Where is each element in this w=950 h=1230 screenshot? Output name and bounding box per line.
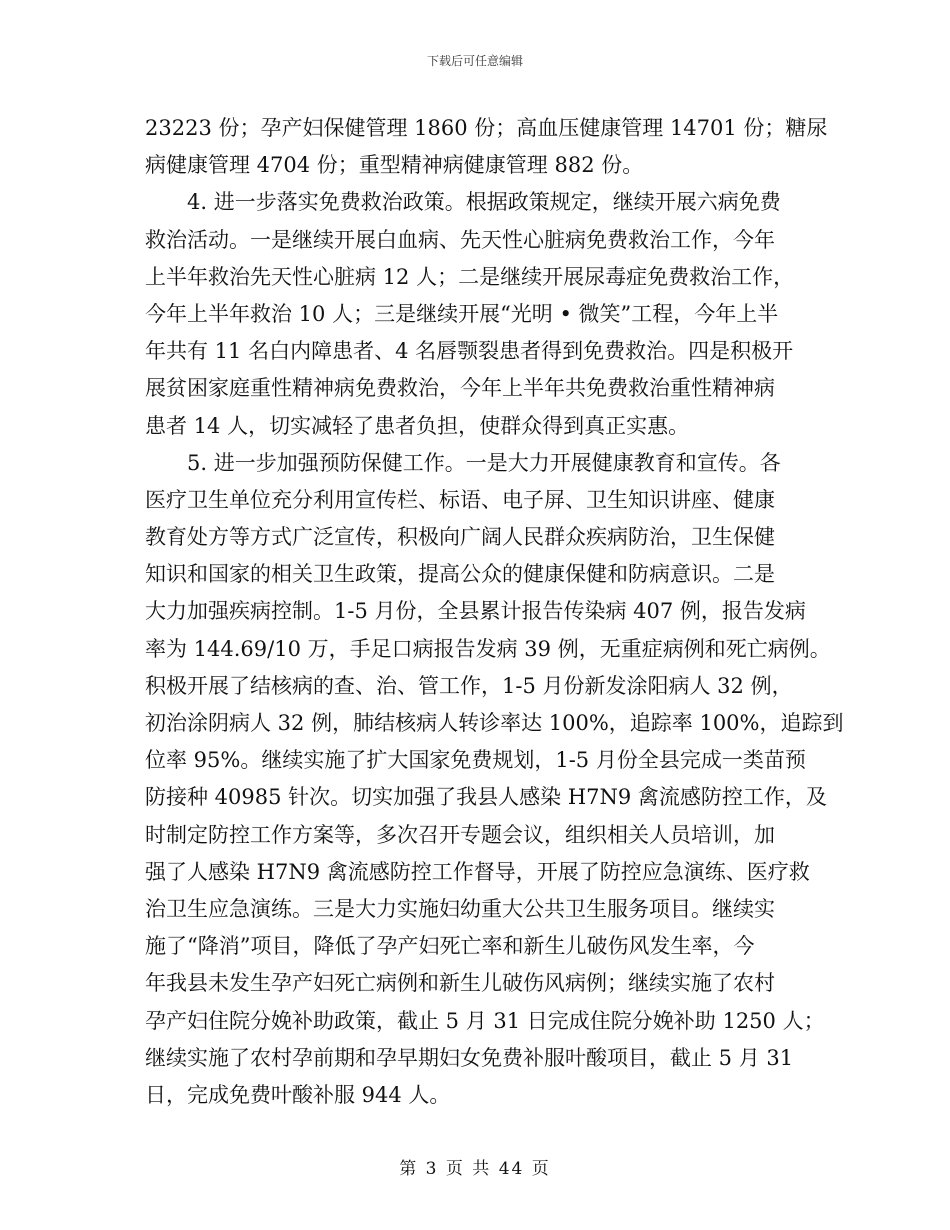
text-line: 患者 14 人，切实减轻了患者负担，使群众得到真正实惠。: [145, 413, 690, 438]
text-line: 时制定防控工作方案等，多次召开专题会议，组织相关人员培训，加: [145, 822, 775, 847]
page-footer: 第 3 页 共 44 页: [399, 1159, 551, 1179]
text-line: 孕产妇住院分娩补助政策，截止 5 月 31 日完成住院分娩补助 1250 人；: [145, 1008, 825, 1033]
document-body: [145, 110, 844, 1114]
text-line: 治卫生应急演练。三是大力实施妇幼重大公共卫生服务项目。继续实: [145, 896, 775, 921]
text-line: 4. 进一步落实免费救治政策。根据政策规定，继续开展六病免费: [187, 190, 781, 215]
text-line: 医疗卫生单位充分利用宣传栏、标语、电子屏、卫生知识讲座、健康: [145, 487, 775, 512]
text-line: 年共有 11 名白内障患者、4 名唇颚裂患者得到免费救治。四是积极开: [145, 339, 794, 364]
text-line: 积极开展了结核病的查、治、管工作，1-5 月份新发涂阳病人 32 例，: [145, 673, 793, 698]
text-line: 23223 份；孕产妇保健管理 1860 份；高血压健康管理 14701 份；糖尿: [145, 116, 828, 140]
text-line: 率为 144.69/10 万，手足口病报告发病 39 例，无重症病例和死亡病例。: [145, 636, 831, 661]
text-line: 初治涂阴病人 32 例，肺结核病人转诊率达 100%，追踪率 100%，追踪到: [145, 711, 844, 735]
text-line: 大力加强疾病控制。1-5 月份，全县累计报告传染病 407 例，报告发病: [145, 599, 806, 624]
text-line: 教育处方等方式广泛宣传，积极向广阔人民群众疾病防治，卫生保健: [145, 525, 775, 550]
text-line: 位率 95%。继续实施了扩大国家免费规划，1-5 月份全县完成一类苗预: [145, 748, 806, 773]
text-line: 继续实施了农村孕前期和孕早期妇女免费补服叶酸项目，截止 5 月 31: [145, 1045, 794, 1070]
text-line: 强了人感染 H7N9 禽流感防控工作督导，开展了防控应急演练、医疗救: [145, 859, 810, 884]
text-line: 知识和国家的相关卫生政策，提高公众的健康保健和防病意识。二是: [145, 562, 775, 587]
page-header: 下载后可任意编辑: [426, 54, 523, 68]
text-line: 展贫困家庭重性精神病免费救治，今年上半年共免费救治重性精神病: [145, 376, 775, 401]
text-line: 年我县未发生孕产妇死亡病例和新生儿破伤风病例；继续实施了农村: [145, 971, 775, 996]
text-line: 救治活动。一是继续开展白血病、先天性心脏病免费救治工作，今年: [145, 227, 775, 252]
text-line: 5. 进一步加强预防保健工作。一是大力开展健康教育和宣传。各: [187, 450, 781, 475]
text-line: 施了“降消”项目，降低了孕产妇死亡率和新生儿破伤风发生率，今: [145, 934, 755, 959]
text-line: 今年上半年救治 10 人；三是继续开展“光明 • 微笑”工程，今年上半: [145, 301, 779, 326]
text-line: 日，完成免费叶酸补服 944 人。: [145, 1082, 451, 1107]
text-line: 上半年救治先天性心脏病 12 人；二是继续开展尿毒症免费救治工作，: [145, 264, 795, 289]
text-line: 防接种 40985 针次。切实加强了我县人感染 H7N9 禽流感防控工作，及: [145, 785, 827, 810]
text-line: 病健康管理 4704 份；重型精神病健康管理 882 份。: [145, 153, 644, 178]
